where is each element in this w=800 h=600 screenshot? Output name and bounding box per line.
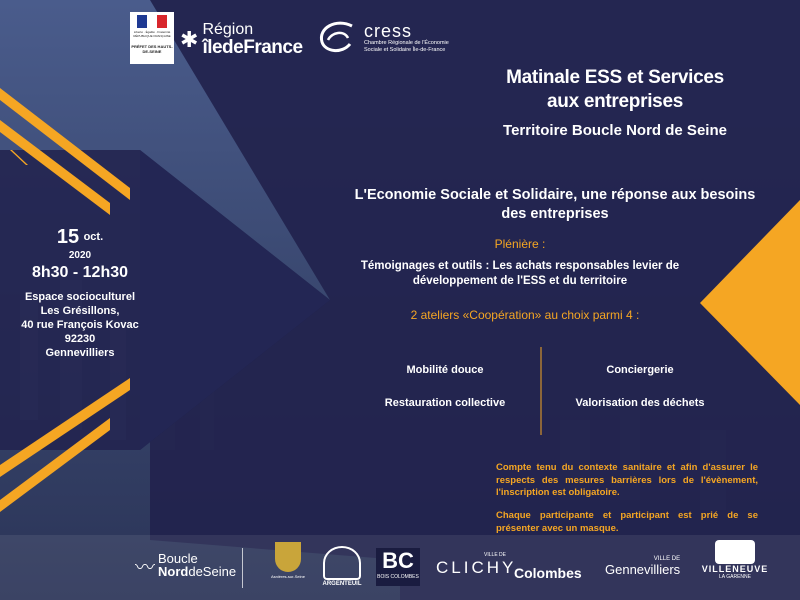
- event-day: 15: [56, 226, 80, 248]
- villeneuve-emblem-icon: [715, 540, 755, 564]
- region-line1: Région: [202, 21, 254, 38]
- colombes-text: Colombes: [514, 565, 582, 581]
- argenteuil-logo: [318, 546, 366, 587]
- argenteuil-emblem-icon: [323, 546, 361, 580]
- event-date: [10, 226, 150, 250]
- cress-logo: [316, 20, 456, 56]
- event-time: 8h30 - 12h30: [31, 264, 129, 281]
- event-postcode: 92230: [64, 333, 96, 345]
- workshop-restauration: Restauration collective: [384, 397, 506, 409]
- asnieres-text: Asnières-sur-Seine: [270, 574, 305, 579]
- boucle-line3: deSeine: [188, 564, 237, 579]
- theme-line1: L'Economie Sociale et Solidaire, une réponse aux besoins: [354, 187, 756, 203]
- prefet-line2: RÉPUBLIQUE FRANÇAISE: [133, 34, 171, 38]
- argenteuil-text: ARGENTEUIL: [322, 581, 362, 587]
- event-year: 2020: [68, 250, 92, 261]
- prefet-logo: [130, 12, 174, 64]
- pleniere-line1: Témoignages et outils : Les achats responsables levier de: [360, 260, 680, 272]
- region-logo: [180, 22, 303, 58]
- boucle-line1: Boucle: [158, 551, 198, 566]
- pleniere-line2: développement de l'ESS et du territoire: [412, 275, 628, 287]
- bc-sub: BOIS COLOMBES: [377, 574, 419, 580]
- boucle-nord-logo: [135, 552, 236, 578]
- notice-masque: Chaque participante et participant est prié de se présenter avec un masque.: [496, 510, 758, 534]
- pleniere-label: Plénière :: [494, 237, 546, 251]
- villeneuve-logo: [698, 540, 772, 580]
- notice-sanitaire: Compte tenu du contexte sanitaire et afin d'assurer le respects des mesures barrières lors de l'évènement, l'inscription est obligatoire.: [496, 462, 758, 498]
- title-line1: Matinale ESS et Services: [506, 67, 724, 88]
- gennevilliers-small: VILLE DE: [653, 556, 681, 562]
- ateliers-label: 2 ateliers «Coopération» au choix parmi 4 :: [410, 308, 640, 322]
- event-venue1: Espace socioculturel: [24, 291, 136, 303]
- cress-swirl-icon: [316, 20, 360, 56]
- theme: [330, 186, 780, 224]
- gennevilliers-logo: [605, 556, 680, 577]
- cress-sub: Chambre Régionale de l'Économie Sociale et Solidaire Île-de-France: [364, 40, 449, 53]
- theme-line2: des entreprises: [501, 206, 609, 222]
- bc-text: BC: [382, 548, 414, 573]
- cress-name: cress: [364, 21, 413, 41]
- region-star-icon: ✱: [180, 27, 199, 52]
- event-month: oct.: [83, 231, 104, 243]
- workshop-conciergerie: Conciergerie: [606, 364, 674, 376]
- prefet-line1: Liberté · Égalité · Fraternité: [133, 30, 171, 34]
- event-city: Gennevilliers: [45, 347, 115, 359]
- bois-colombes-logo: [376, 548, 420, 586]
- boucle-line2: Nord: [158, 564, 189, 579]
- subtitle: Territoire Boucle Nord de Seine: [503, 122, 727, 139]
- swoosh-icon: 〰: [135, 557, 155, 579]
- workshop-valorisation: Valorisation des déchets: [575, 397, 705, 409]
- clichy-logo: [436, 552, 517, 578]
- clichy-small: VILLE DE: [484, 552, 506, 558]
- prefet-text: PRÉFET DES HAUTS-DE-SEINE: [131, 44, 173, 54]
- divider-1: [242, 548, 243, 588]
- villeneuve-sub: LA GARENNE: [719, 574, 751, 580]
- clichy-text: CLICHY: [436, 558, 517, 577]
- villeneuve-text: VILLENEUVE: [701, 564, 769, 574]
- workshop-mobilite: Mobilité douce: [406, 364, 484, 376]
- asnieres-logo: [268, 542, 308, 579]
- colombes-logo: [514, 565, 582, 581]
- region-line2: îledeFrance: [202, 37, 303, 58]
- event-venue2: Les Grésillons,: [40, 305, 120, 317]
- gennevilliers-text: Gennevilliers: [605, 562, 681, 577]
- shield-icon: [275, 542, 301, 572]
- title-line2: aux entreprises: [547, 91, 683, 112]
- event-address: 40 rue François Kovac: [21, 319, 139, 331]
- pleniere-text: [330, 259, 710, 289]
- event-info: [10, 226, 150, 360]
- main-title: [470, 66, 760, 114]
